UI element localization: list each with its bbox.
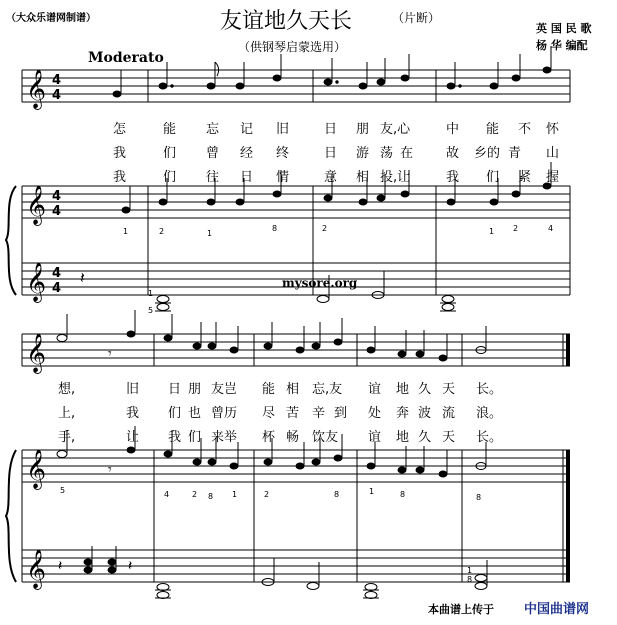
fingering: 1 bbox=[369, 487, 375, 496]
fingering: 1 bbox=[207, 229, 213, 238]
treble-clef-icon: 𝄞 bbox=[26, 333, 47, 373]
svg-text:4: 4 bbox=[52, 266, 62, 281]
usage-note: （供钢琴启蒙选用） bbox=[238, 40, 347, 54]
lyric-syllable: 荡 bbox=[380, 146, 394, 161]
treble-clef-icon: 𝄞 bbox=[26, 549, 47, 589]
lyric-syllable: 我 bbox=[168, 430, 182, 445]
lyric-syllable: 奔 bbox=[396, 406, 410, 421]
fingering: 1 bbox=[232, 490, 238, 499]
lyric-syllable: 往 bbox=[206, 170, 220, 185]
lyric-syllable: 紧 bbox=[518, 170, 532, 185]
piano-treble-staff-1 bbox=[22, 186, 570, 218]
fingering: 8 bbox=[476, 493, 482, 502]
piano-brace-2 bbox=[6, 450, 16, 582]
score-title: 友谊地久天长 bbox=[220, 9, 353, 34]
lyric-syllable: 们 bbox=[188, 430, 202, 445]
fingering: 8 bbox=[272, 224, 278, 233]
lyric-syllable: 天 bbox=[442, 430, 456, 445]
lyric-syllable: 记 bbox=[240, 122, 254, 137]
lyric-syllable: 谊 bbox=[368, 430, 382, 445]
lyric-syllable: 地 bbox=[396, 430, 410, 445]
piano-brace-1 bbox=[6, 186, 16, 295]
lyric-syllable: 相 bbox=[286, 382, 300, 397]
lyric-syllable: 能 bbox=[486, 122, 500, 137]
svg-text:𝄾: 𝄾 bbox=[108, 346, 112, 362]
maker-note: （大众乐谱网制谱） bbox=[6, 13, 96, 24]
lyric-syllable: 相 bbox=[356, 170, 370, 185]
lyric-syllable: 流 bbox=[442, 406, 456, 421]
composer-line: 英 国 民 歌 bbox=[536, 22, 592, 35]
treble-clef-icon: 𝄞 bbox=[26, 185, 47, 225]
lyric-syllable: 旧 bbox=[126, 382, 140, 397]
lyric-syllable: 怎 bbox=[113, 122, 127, 137]
lyric-syllable: 日 bbox=[324, 146, 338, 161]
lyric-syllable: 日 bbox=[324, 122, 338, 137]
lyric-syllable: 到 bbox=[334, 406, 348, 421]
svg-text:𝄾: 𝄾 bbox=[108, 462, 112, 478]
fingering: 4 bbox=[548, 224, 554, 233]
lyric-syllable: 山 bbox=[546, 146, 560, 161]
lyric-syllable: 旧 bbox=[276, 122, 290, 137]
melody-notes-2 bbox=[57, 310, 486, 362]
lyric-syllable: 中 bbox=[446, 122, 460, 137]
lyric-syllable: 我 bbox=[113, 170, 127, 185]
svg-text:𝄽: 𝄽 bbox=[80, 268, 85, 287]
lyric-syllable: 们 bbox=[486, 170, 500, 185]
lyric-syllable: 手, bbox=[58, 430, 76, 445]
lyric-syllable: 尽 bbox=[262, 406, 276, 421]
lyric-syllable: 故 bbox=[446, 146, 460, 161]
lyric-syllable: 友,心 bbox=[380, 122, 411, 137]
lyric-syllable: 我 bbox=[113, 146, 127, 161]
lyric-syllable: 长。 bbox=[476, 382, 503, 397]
lyric-syllable: 终 bbox=[276, 146, 290, 161]
lyric-syllable: 来举 bbox=[211, 430, 238, 445]
lyric-syllable: 们 bbox=[163, 146, 177, 161]
lyric-syllable: 忘 bbox=[206, 122, 220, 137]
melody-notes-1 bbox=[113, 46, 551, 97]
lyric-syllable: 谊 bbox=[368, 382, 382, 397]
fingering: 1 bbox=[123, 227, 129, 236]
lyric-syllable: 杯 bbox=[262, 430, 276, 445]
lyric-syllable: 处 bbox=[368, 406, 382, 421]
arranger-line: 杨 华 编配 bbox=[536, 39, 588, 52]
tempo-marking: Moderato bbox=[88, 50, 164, 66]
piano-bass-staff-2 bbox=[22, 550, 570, 582]
fingering: 5 bbox=[148, 306, 154, 315]
lyric-syllable: 辛 bbox=[312, 406, 326, 421]
lyric-syllable: 日 bbox=[240, 170, 254, 185]
lyric-syllable: 朋 bbox=[188, 382, 202, 397]
lyric-syllable: 怀 bbox=[546, 122, 560, 137]
lyric-syllable: 经 bbox=[240, 146, 254, 161]
fingering: 5 bbox=[60, 486, 66, 495]
fingering: 2 bbox=[192, 490, 198, 499]
lyric-syllable: 青 bbox=[508, 146, 522, 161]
fingering: 2 bbox=[322, 224, 328, 233]
site-brand-logo[interactable] bbox=[524, 598, 589, 617]
lyric-syllable: 意 bbox=[324, 170, 338, 185]
lyric-syllable: 们 bbox=[168, 406, 182, 421]
lyric-syllable: 能 bbox=[163, 122, 177, 137]
lyric-syllable: 忘,友 bbox=[312, 382, 343, 397]
lyric-syllable: 日 bbox=[168, 382, 182, 397]
lyric-syllable: 乡的 bbox=[474, 146, 501, 161]
lyric-syllable: 上, bbox=[58, 406, 76, 421]
lyric-syllable: 饮友 bbox=[312, 430, 339, 445]
lyric-syllable: 长。 bbox=[476, 430, 503, 445]
fingering: 1 bbox=[148, 289, 154, 298]
svg-text:4: 4 bbox=[52, 281, 62, 296]
lyric-syllable: 也 bbox=[188, 406, 202, 421]
upload-note: 本曲谱上传于 bbox=[428, 603, 494, 616]
svg-text:4: 4 bbox=[52, 204, 62, 219]
fingering: 8 bbox=[400, 490, 406, 499]
watermark-text: mysore.org bbox=[282, 276, 358, 290]
lyric-syllable: 投,让 bbox=[380, 170, 411, 185]
brand-accent: 曲谱网 bbox=[550, 602, 590, 617]
fingering: 2 bbox=[264, 490, 270, 499]
fingering: 1 bbox=[489, 227, 495, 236]
lyric-syllable: 不 bbox=[518, 122, 532, 137]
lyric-syllable: 情 bbox=[276, 170, 290, 185]
brand-main: 中国 bbox=[524, 602, 551, 617]
voice-staff-1 bbox=[22, 70, 570, 102]
fingering: 2 bbox=[513, 224, 519, 233]
fingering: 4 bbox=[164, 490, 170, 499]
lyric-syllable: 波 bbox=[418, 406, 432, 421]
svg-text:4: 4 bbox=[52, 73, 62, 88]
fingering: 2 bbox=[159, 227, 165, 236]
lyric-syllable: 畅 bbox=[286, 430, 300, 445]
svg-text:4: 4 bbox=[52, 189, 62, 204]
svg-text:4: 4 bbox=[52, 88, 62, 103]
treble-clef-icon: 𝄞 bbox=[26, 262, 47, 302]
lyric-syllable: 曾历 bbox=[211, 406, 238, 421]
treble-clef-icon: 𝄞 bbox=[26, 69, 47, 109]
lyric-syllable: 苦 bbox=[286, 406, 300, 421]
lyric-syllable: 友岂 bbox=[211, 382, 238, 397]
lyric-syllable: 想, bbox=[58, 382, 76, 397]
lyric-syllable: 天 bbox=[442, 382, 456, 397]
lyric-syllable: 曾 bbox=[206, 146, 220, 161]
svg-text:𝄽: 𝄽 bbox=[58, 558, 63, 574]
lyric-syllable: 能 bbox=[262, 382, 276, 397]
lyric-syllable: 游 bbox=[356, 146, 370, 161]
lyric-syllable: 们 bbox=[163, 170, 177, 185]
fingering: 1 bbox=[467, 566, 473, 575]
lyric-syllable: 我 bbox=[446, 170, 460, 185]
lyric-syllable: 朋 bbox=[356, 122, 370, 137]
piano-bass-notes-1 bbox=[80, 268, 456, 311]
lyric-syllable: 让 bbox=[126, 430, 140, 445]
fingering: 8 bbox=[334, 490, 340, 499]
svg-text:𝄽: 𝄽 bbox=[128, 558, 133, 574]
lyric-syllable: 浪。 bbox=[476, 406, 503, 421]
lyric-syllable: 在 bbox=[400, 146, 414, 161]
lyric-syllable: 久 bbox=[418, 382, 432, 397]
fingering: 8 bbox=[208, 492, 214, 501]
lyric-syllable: 地 bbox=[396, 382, 410, 397]
lyric-syllable: 握 bbox=[546, 170, 560, 185]
piano-bass-notes-2 bbox=[58, 546, 487, 599]
lyric-syllable: 久 bbox=[418, 430, 432, 445]
lyric-syllable: 我 bbox=[126, 406, 140, 421]
fingering: 8 bbox=[467, 575, 473, 584]
title-tag: （片断） bbox=[392, 11, 441, 25]
treble-clef-icon: 𝄞 bbox=[26, 449, 47, 489]
